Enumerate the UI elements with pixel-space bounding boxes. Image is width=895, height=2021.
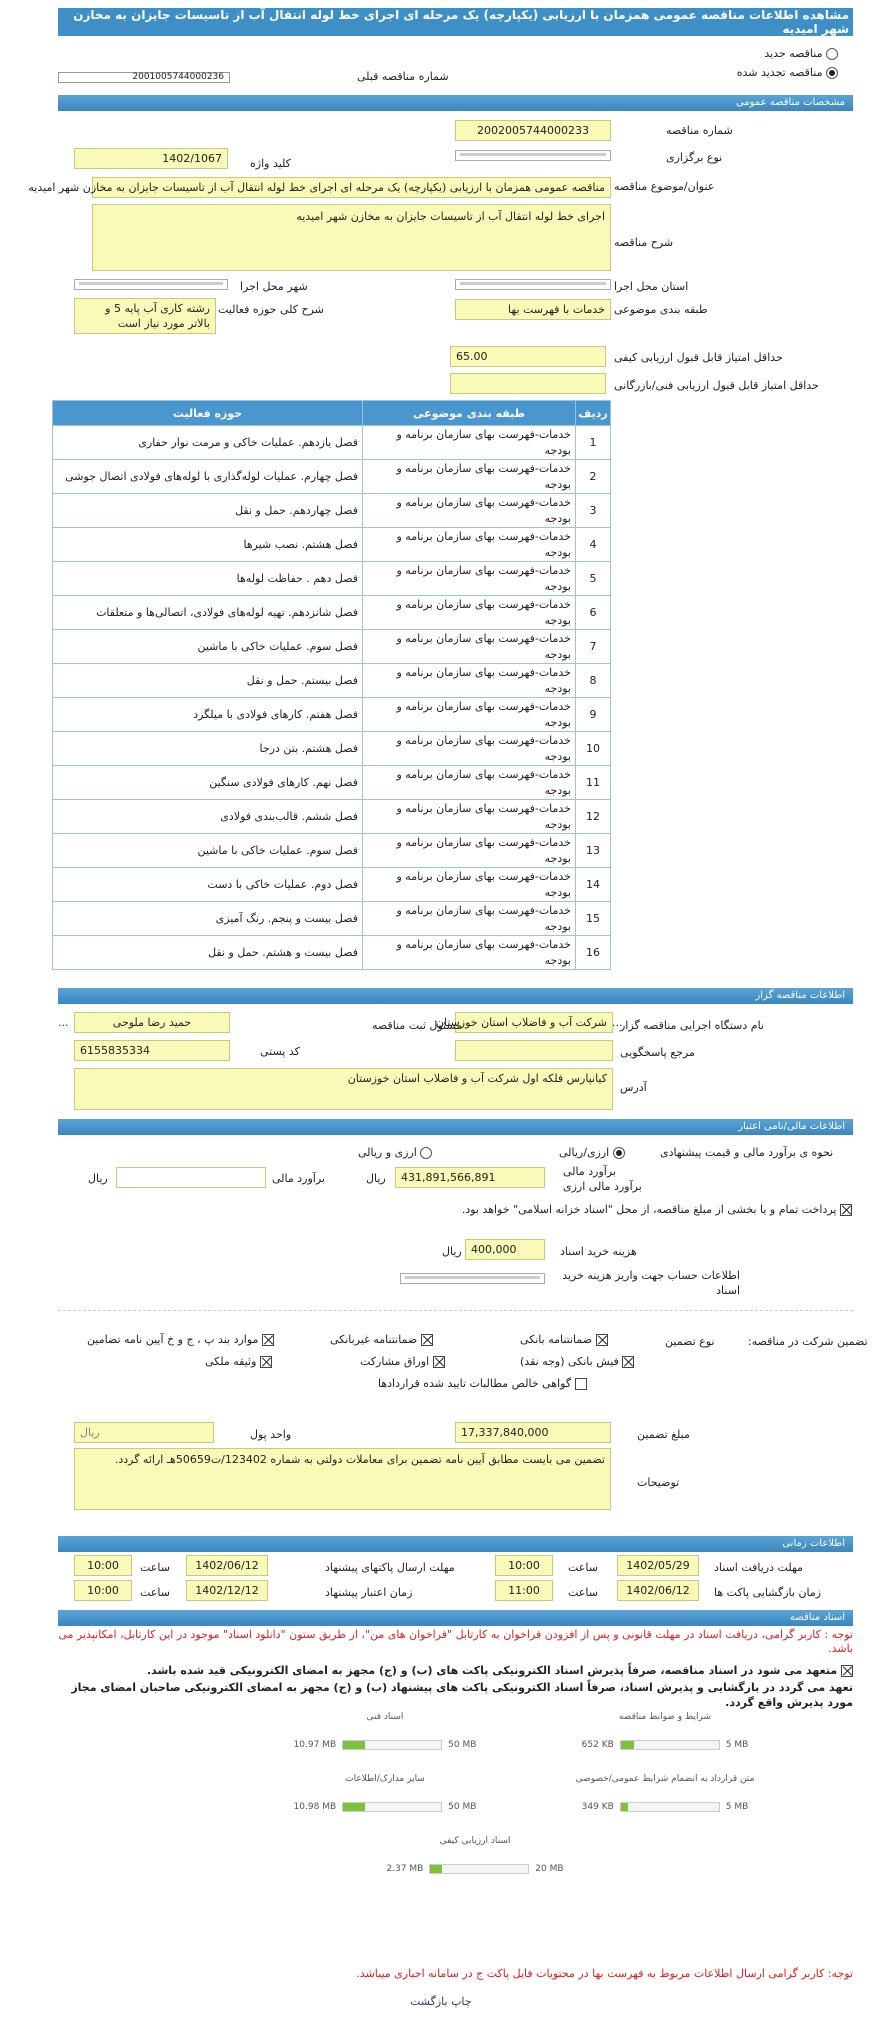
validity-label: زمان اعتبار پیشنهاد — [325, 1586, 413, 1599]
document-max-size: 5 MB — [725, 1802, 749, 1812]
row-number: 6 — [576, 596, 611, 630]
page-title: مشاهده اطلاعات مناقصه عمومی همزمان با ارزیابی (یکپارچه) یک مرحله ای اجرای خط لوله انتقال آب از تاسیسات جایزان به مخازن شهر امیدیه — [58, 8, 853, 36]
row-category: خدمات-فهرست بهای سازمان برنامه و بودجه — [363, 426, 576, 460]
table-row — [53, 460, 611, 494]
address-field: کیانپارس فلکه اول شرکت آب و فاضلاب استان خوزستان — [74, 1068, 613, 1110]
estimate-label: برآورد مالی — [563, 1165, 616, 1178]
bank-guarantee-label: ضمانتنامه بانکی — [520, 1333, 593, 1346]
currency-field: ریال — [74, 1422, 214, 1443]
row-field: فصل سوم. عملیات خاکی با ماشین — [53, 630, 363, 664]
estimate2-label: برآورد مالی — [272, 1172, 325, 1185]
document-size-bar — [429, 1864, 529, 1874]
row-number: 4 — [576, 528, 611, 562]
row-field: فصل چهارم. عملیات لوله‌گذاری با لوله‌های فولادی اتصال جوشی — [53, 460, 363, 494]
reference-label: مرجع پاسخگویی — [620, 1046, 695, 1059]
row-category: خدمات-فهرست بهای سازمان برنامه و بودجه — [363, 528, 576, 562]
doc-deadline-time: 10:00 — [495, 1555, 553, 1576]
checkbox-regulation-items[interactable] — [87, 1333, 274, 1346]
subject-field: مناقصه عمومی همزمان با ارزیابی (یکپارچه) یک مرحله ای اجرای خط لوله انتقال آب از تاسیسات جایزان به مخازن شهر امیدیه — [92, 177, 611, 198]
responsible-field: حمید رضا ملوحی — [74, 1012, 230, 1033]
previous-tender-label: شماره مناقصه قبلی — [357, 70, 449, 83]
row-category: خدمات-فهرست بهای سازمان برنامه و بودجه — [363, 596, 576, 630]
city-label: شهر محل اجرا — [240, 280, 308, 293]
table-row — [53, 834, 611, 868]
min-tech-field — [450, 373, 606, 394]
row-number: 3 — [576, 494, 611, 528]
min-quality-field: 65.00 — [450, 346, 606, 367]
doc-cost-field: 400,000 — [465, 1239, 545, 1260]
document-name: سایر مدارک/اطلاعات — [345, 1774, 425, 1784]
commitment-2: تعهد می گردد در بارگشایی و پذیرش اسناد، صرفاً اسناد الکترونیکی پاکت های پیشنهاد (ب) و (ج) مجهز به امضای الکترونیکی صاحبان امضای مجاز مورد پذیرش واقع گردد. — [71, 1681, 853, 1709]
document-item[interactable] — [360, 1836, 590, 1874]
table-row — [53, 766, 611, 800]
row-category: خدمات-فهرست بهای سازمان برنامه و بودجه — [363, 732, 576, 766]
guarantee-kind-label: نوع تضمین — [665, 1335, 715, 1348]
radio-renewed-tender[interactable] — [737, 66, 838, 79]
checkbox-checked-icon — [596, 1334, 608, 1346]
account-select[interactable] — [400, 1273, 545, 1284]
opening-label: زمان بازگشایی پاکت ها — [714, 1586, 822, 1599]
checkbox-checked-icon — [622, 1356, 634, 1368]
document-item[interactable] — [550, 1774, 780, 1812]
checkbox-checked-icon — [433, 1356, 445, 1368]
estimate-field: 431,891,566,891 — [395, 1167, 545, 1188]
checkbox-nonbank-guarantee[interactable] — [330, 1333, 433, 1346]
print-back-link[interactable]: چاپ بازگشت — [410, 1995, 472, 2008]
table-row — [53, 902, 611, 936]
estimate-type-label: نحوه ی برآورد مالی و قیمت پیشنهادی — [660, 1146, 834, 1159]
estimate-unit: ریال — [366, 1172, 386, 1185]
row-field: فصل ششم. قالب‌بندی فولادی — [53, 800, 363, 834]
min-quality-label: حداقل امتیاز قابل قبول ارزیابی کیفی — [614, 351, 783, 364]
checkbox-checked-icon — [421, 1334, 433, 1346]
org-name-label: نام دستگاه اجرایی مناقصه گزار — [620, 1019, 764, 1032]
time-label: ساعت — [140, 1586, 170, 1599]
document-size: 652 KB — [581, 1740, 614, 1750]
row-field: فصل دهم . حفاظت لوله‌ها — [53, 562, 363, 596]
row-field: فصل هشتم. بتن درجا — [53, 732, 363, 766]
row-field: فصل شانزدهم. تهیه لوله‌های فولادی، اتصالی‌ها و متعلقات — [53, 596, 363, 630]
document-size-bar — [342, 1740, 442, 1750]
row-category: خدمات-فهرست بهای سازمان برنامه و بودجه — [363, 630, 576, 664]
regulation-items-label: موارد بند پ ، ج و خ آیین نامه تضامین — [87, 1333, 259, 1346]
row-field: فصل سوم. عملیات خاکی با ماشین — [53, 834, 363, 868]
submit-deadline-time: 10:00 — [74, 1555, 132, 1576]
price-list-note: توجه: کاربر گرامی ارسال اطلاعات مربوط به فهرست بها در محتویات فایل پاکت ج در سامانه اجباری میباشد. — [356, 1967, 853, 1980]
account-label: اطلاعات حساب جهت واریز هزینه خرید اسناد — [562, 1269, 740, 1297]
description-label: شرح مناقصه — [614, 236, 674, 249]
checkbox-bank-guarantee[interactable] — [520, 1333, 608, 1346]
subject-label: عنوان/موضوع مناقصه — [614, 180, 715, 193]
bonds-label: اوراق مشارکت — [360, 1355, 430, 1368]
row-number: 15 — [576, 902, 611, 936]
activity-label: شرح کلی حوزه فعالیت — [218, 303, 324, 316]
col-row-header: ردیف — [576, 401, 611, 426]
row-number: 2 — [576, 460, 611, 494]
document-item[interactable] — [270, 1774, 500, 1812]
city-select[interactable] — [74, 279, 228, 290]
row-number: 8 — [576, 664, 611, 698]
row-field: فصل چهاردهم. حمل و نقل — [53, 494, 363, 528]
opening-time: 11:00 — [495, 1580, 553, 1601]
checkbox-checked-icon — [262, 1334, 274, 1346]
section-financial-header: اطلاعات مالی/نامی اعتبار — [58, 1119, 853, 1135]
checkbox-empty-icon — [575, 1378, 587, 1390]
document-name: اسناد فنی — [366, 1712, 404, 1722]
table-row — [53, 664, 611, 698]
table-row — [53, 562, 611, 596]
table-row — [53, 868, 611, 902]
document-max-size: 50 MB — [448, 1802, 477, 1812]
holding-type-select[interactable] — [455, 150, 611, 161]
radio-new-tender[interactable] — [764, 47, 838, 60]
radio-icon — [420, 1147, 432, 1159]
table-row — [53, 494, 611, 528]
row-category: خدمات-فهرست بهای سازمان برنامه و بودجه — [363, 562, 576, 596]
divider — [58, 1310, 853, 1311]
row-field: فصل بیست و پنجم. رنگ آمیزی — [53, 902, 363, 936]
table-row — [53, 596, 611, 630]
reference-field — [455, 1040, 613, 1061]
description-field: اجرای خط لوله انتقال آب از تاسیسات جایزان به مخازن شهر امیدیه — [92, 204, 611, 271]
row-category: خدمات-فهرست بهای سازمان برنامه و بودجه — [363, 698, 576, 732]
address-label: آدرس — [620, 1081, 647, 1094]
postal-code-label: کد پستی — [260, 1045, 300, 1058]
document-item[interactable] — [550, 1712, 780, 1750]
section-general-header: مشخصات مناقصه عمومی — [58, 95, 853, 111]
postal-code-field: 6155835334 — [74, 1040, 230, 1061]
time-label: ساعت — [140, 1561, 170, 1574]
radio-forex[interactable] — [358, 1146, 432, 1159]
doc-cost-unit: ریال — [442, 1245, 462, 1258]
row-field: فصل دوم. عملیات خاکی با دست — [53, 868, 363, 902]
row-category: خدمات-فهرست بهای سازمان برنامه و بودجه — [363, 664, 576, 698]
holding-type-label: نوع برگزاری — [666, 151, 723, 164]
cash-receipt-label: فیش بانکی (وجه نقد) — [520, 1355, 619, 1368]
row-number: 11 — [576, 766, 611, 800]
document-max-size: 50 MB — [448, 1740, 477, 1750]
document-max-size: 5 MB — [725, 1740, 749, 1750]
document-name: شرایط و ضوابط مناقصه — [618, 1712, 712, 1722]
row-field: فصل یازدهم. عملیات خاکی و مرمت نوار حفاری — [53, 426, 363, 460]
keyword-label: کلید واژه — [250, 157, 291, 170]
row-category: خدمات-فهرست بهای سازمان برنامه و بودجه — [363, 800, 576, 834]
row-number: 7 — [576, 630, 611, 664]
guarantee-desc-field: تضمین می بایست مطابق آیین نامه تضمین برای معاملات دولتی به شماره 123402/ت50659هـ ارائه گردد. — [74, 1448, 611, 1510]
nonbank-guarantee-label: ضمانتنامه غیربانکی — [330, 1333, 418, 1346]
checkbox-property[interactable] — [205, 1355, 272, 1368]
currency-label: واحد پول — [250, 1428, 292, 1441]
document-size: 10.97 MB — [293, 1740, 337, 1750]
document-size: 2.37 MB — [386, 1864, 424, 1874]
table-row — [53, 936, 611, 970]
radio-new-label: مناقصه جدید — [764, 47, 823, 60]
table-row — [53, 800, 611, 834]
estimate2-field[interactable] — [116, 1167, 266, 1188]
col-category-header: طبقه بندی موضوعی — [363, 401, 576, 426]
org-more-link[interactable]: ... — [612, 1016, 623, 1029]
checkbox-checked-icon — [841, 1665, 853, 1677]
row-number: 13 — [576, 834, 611, 868]
row-category: خدمات-فهرست بهای سازمان برنامه و بودجه — [363, 902, 576, 936]
category-label: طبقه بندی موضوعی — [614, 303, 708, 316]
org-name-field: شرکت آب و فاضلاب استان خوزستان — [455, 1012, 613, 1033]
row-field: فصل بیست و هشتم. حمل و نقل — [53, 936, 363, 970]
radio-renewed-label: مناقصه تجدید شده — [736, 66, 823, 79]
checkbox-checked-icon — [260, 1356, 272, 1368]
document-size-bar — [342, 1802, 442, 1812]
activity-field: رشته کاری آب پایه 5 و بالاتر مورد نیاز است — [74, 298, 216, 334]
checkbox-cash-receipt[interactable] — [520, 1355, 634, 1368]
guarantee-desc-label: توضیحات — [637, 1476, 680, 1489]
opening-date: 1402/06/12 — [617, 1580, 699, 1601]
row-number: 10 — [576, 732, 611, 766]
islamic-treasury-note — [282, 1202, 852, 1217]
row-number: 1 — [576, 426, 611, 460]
table-row — [53, 732, 611, 766]
activity-table — [52, 400, 611, 970]
row-field: فصل نهم. کارهای فولادی سنگین — [53, 766, 363, 800]
tender-number-field: 2002005744000233 — [455, 120, 611, 141]
doc-deadline-date: 1402/05/29 — [617, 1555, 699, 1576]
document-size: 10.98 MB — [293, 1802, 337, 1812]
download-note: توجه : کاربر گرامی، دریافت اسناد در مهلت قانونی و پس از افزودن فراخوان به کارتابل "فراخوان های من"، از طریق ستون "دانلود اسناد" موجود در این کارتابل، امکانپذیر می باشد. — [58, 1628, 853, 1655]
row-number: 12 — [576, 800, 611, 834]
row-number: 16 — [576, 936, 611, 970]
checkbox-bonds[interactable] — [360, 1355, 445, 1368]
commitment-1-text: متعهد می شود در اسناد مناقصه، صرفاً پذیرش اسناد الکترونیکی پاکت های (ب) و (ج) مجهز به امضای الکترونیکی قید شده باشد. — [146, 1664, 838, 1677]
tender-number-label: شماره مناقصه — [666, 124, 733, 137]
commitment-1 — [58, 1663, 853, 1678]
row-field: فصل هشتم. نصب شیرها — [53, 528, 363, 562]
islamic-treasury-text: پرداخت تمام و یا بخشی از مبلغ مناقصه، از محل "اسناد خزانه اسلامی" خواهد بود. — [461, 1203, 837, 1216]
document-size: 349 KB — [581, 1802, 614, 1812]
table-row — [53, 698, 611, 732]
responsible-more-link[interactable]: ... — [58, 1016, 69, 1029]
guarantee-amount-field: 17,337,840,000 — [455, 1422, 611, 1443]
time-label: ساعت — [568, 1586, 598, 1599]
forex-estimate-label: برآورد مالی ارزی — [563, 1180, 642, 1193]
document-size-bar — [620, 1802, 720, 1812]
radio-rial-label: ارزی/ریالی — [559, 1146, 610, 1159]
property-label: وثیقه ملکی — [205, 1355, 257, 1368]
validity-time: 10:00 — [74, 1580, 132, 1601]
radio-forex-label: ارزی و ریالی — [358, 1146, 417, 1159]
receivables-label: گواهی خالص مطالبات تایید شده قراردادها — [378, 1377, 572, 1390]
document-size-bar — [620, 1740, 720, 1750]
section-timing-header: اطلاعات زمانی — [58, 1536, 853, 1552]
previous-tender-field[interactable]: 2001005744000236 — [58, 72, 230, 83]
doc-cost-label: هزینه خرید اسناد — [560, 1245, 637, 1258]
estimate2-unit: ریال — [88, 1172, 108, 1185]
row-number: 5 — [576, 562, 611, 596]
doc-deadline-label: مهلت دریافت اسناد — [714, 1561, 803, 1574]
checkbox-checked-icon — [840, 1204, 852, 1216]
row-number: 9 — [576, 698, 611, 732]
radio-icon-selected — [613, 1147, 625, 1159]
table-row — [53, 528, 611, 562]
row-field: فصل هفتم. کارهای فولادی با میلگرد — [53, 698, 363, 732]
submit-deadline-date: 1402/06/12 — [186, 1555, 268, 1576]
province-label: استان محل اجرا — [614, 280, 689, 293]
row-number: 14 — [576, 868, 611, 902]
row-category: خدمات-فهرست بهای سازمان برنامه و بودجه — [363, 834, 576, 868]
row-category: خدمات-فهرست بهای سازمان برنامه و بودجه — [363, 936, 576, 970]
keyword-field: 1402/1067 — [74, 148, 228, 169]
row-field: فصل بیستم. حمل و نقل — [53, 664, 363, 698]
submit-deadline-label: مهلت ارسال پاکتهای پیشنهاد — [325, 1561, 455, 1574]
document-item[interactable] — [270, 1712, 500, 1750]
validity-date: 1402/12/12 — [186, 1580, 268, 1601]
document-max-size: 20 MB — [535, 1864, 564, 1874]
row-category: خدمات-فهرست بهای سازمان برنامه و بودجه — [363, 460, 576, 494]
radio-icon — [826, 48, 838, 60]
time-label: ساعت — [568, 1561, 598, 1574]
col-field-header: حوزه فعالیت — [53, 401, 363, 426]
checkbox-receivables[interactable] — [378, 1377, 587, 1390]
section-organizer-header: اطلاعات مناقصه گزار — [58, 988, 853, 1004]
category-field: خدمات با فهرست بها — [455, 299, 611, 320]
radio-icon-selected — [826, 67, 838, 79]
row-category: خدمات-فهرست بهای سازمان برنامه و بودجه — [363, 868, 576, 902]
table-row — [53, 426, 611, 460]
guarantee-amount-label: مبلغ تضمین — [637, 1428, 690, 1441]
min-tech-label: حداقل امتیاز قابل قبول ارزیابی فنی/بازرگانی — [614, 379, 819, 392]
guarantee-types-label: تضمین شرکت در مناقصه: — [748, 1335, 868, 1348]
table-row — [53, 630, 611, 664]
section-documents-header: اسناد مناقصه — [58, 1610, 853, 1626]
province-select[interactable] — [455, 279, 611, 290]
radio-rial[interactable] — [559, 1146, 625, 1159]
row-category: خدمات-فهرست بهای سازمان برنامه و بودجه — [363, 494, 576, 528]
responsible-label: مسئول ثبت مناقصه — [372, 1019, 463, 1032]
document-name: اسناد ارزیابی کیفی — [439, 1836, 511, 1846]
row-category: خدمات-فهرست بهای سازمان برنامه و بودجه — [363, 766, 576, 800]
document-name: متن قرارداد به انضمام شرایط عمومی/خصوصی — [575, 1774, 755, 1784]
